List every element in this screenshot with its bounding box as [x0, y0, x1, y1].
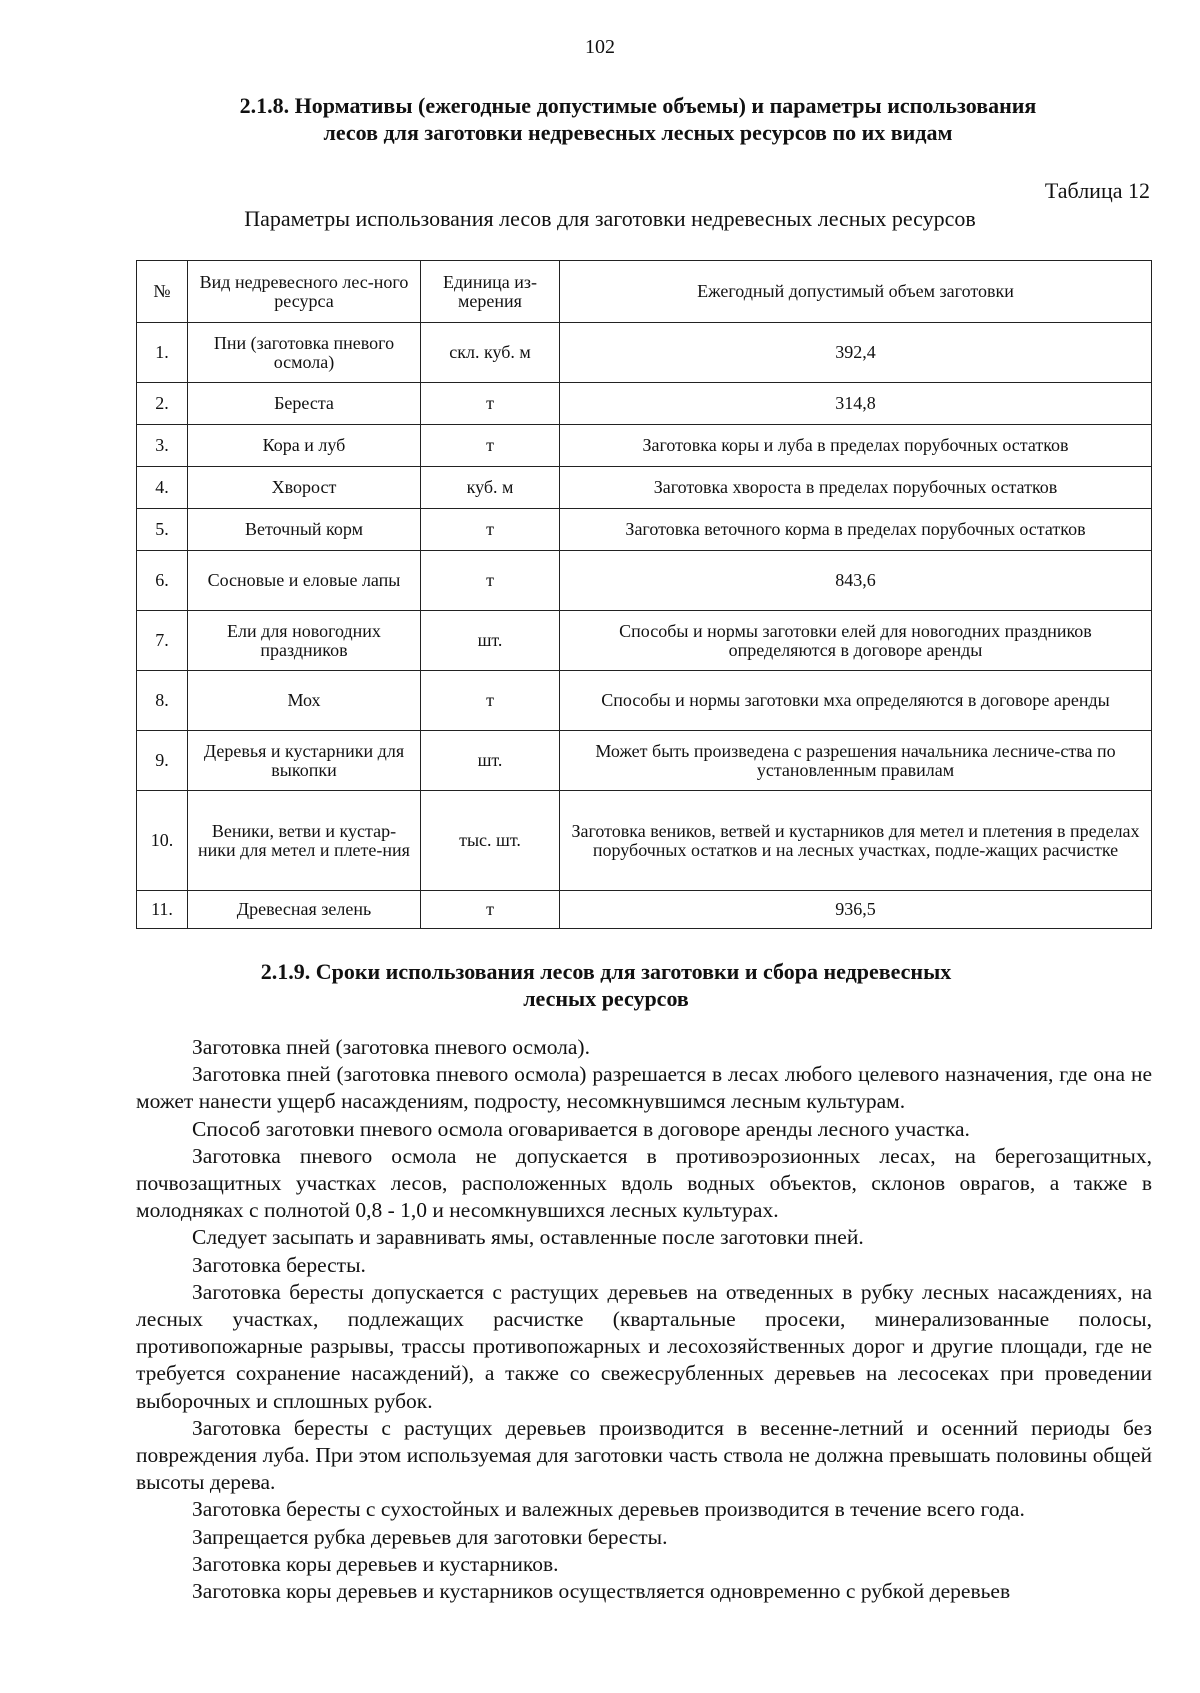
row-number: 1. — [137, 323, 188, 383]
table-row — [137, 671, 1152, 731]
header-resource-kind: Вид недревесного лес-ного ресурса — [188, 261, 421, 323]
parameters-table — [136, 260, 1152, 929]
table-row — [137, 323, 1152, 383]
section-title-line: лесов для заготовки недревесных лесных ресурсов по их видам — [323, 120, 953, 145]
row-unit: тыс. шт. — [421, 791, 560, 891]
row-annual-volume: 392,4 — [560, 323, 1152, 383]
paragraph: Заготовка бересты допускается с растущих деревьев на отведенных в рубку лесных насаждениях, на лесных участках, подлежащих расчистке (квартальные просеки, минерализованные полосы, противопожарные разрывы, трассы противопожарных и лесохозяйственных дорог и другие площади, где не требуется сохранение насаждений), а также со свежесрубленных деревьев на лесосеках при проведении выборочных и сплошных рубок. — [136, 1279, 1152, 1413]
paragraph: Заготовка пней (заготовка пневого осмола). — [192, 1035, 590, 1059]
row-annual-volume: Может быть произведена с разрешения начальника лесниче-ства по установленным правилам — [560, 731, 1152, 791]
row-number: 7. — [137, 611, 188, 671]
paragraph: Заготовка бересты с растущих деревьев производится в весенне-летний и осенний периоды без повреждения луба. При этом используемая для заготовки часть ствола не должна превышать половины общей высоты дерева. — [136, 1415, 1152, 1495]
section-title-line: 2.1.8. Нормативы (ежегодные допустимые объемы) и параметры использования — [239, 93, 1037, 118]
row-resource-kind: Береста — [188, 383, 421, 425]
row-resource-kind: Сосновые и еловые лапы — [188, 551, 421, 611]
header-number: № — [137, 261, 188, 323]
page-number: 102 — [585, 36, 615, 58]
row-number: 11. — [137, 891, 188, 929]
paragraph: Заготовка коры деревьев и кустарников осуществляется одновременно с рубкой деревьев — [192, 1579, 1011, 1604]
row-number: 2. — [137, 383, 188, 425]
table-row — [137, 467, 1152, 509]
table-row — [137, 611, 1152, 671]
row-resource-kind: Древесная зелень — [188, 891, 421, 929]
row-annual-volume: 314,8 — [560, 383, 1152, 425]
row-number: 3. — [137, 425, 188, 467]
section-title-line: 2.1.9. Сроки использования лесов для заготовки и сбора недревесных — [260, 959, 952, 984]
header-unit: Единица из-мерения — [421, 261, 560, 323]
row-resource-kind: Хворост — [188, 467, 421, 509]
paragraph: Заготовка пневого осмола не допускается в противоэрозионных лесах, на берегозащитных, почвозащитных участках лесов, расположенных вдоль водных объектов, склонов оврагов, а также в молодняках с полнотой 0,8 - 1,0 и несомкнувшихся лесных культурах. — [136, 1143, 1152, 1223]
row-resource-kind: Веточный корм — [188, 509, 421, 551]
row-unit: т — [421, 509, 560, 551]
row-annual-volume: Заготовка хвороста в пределах порубочных остатков — [560, 467, 1152, 509]
row-annual-volume: Заготовка веточного корма в пределах порубочных остатков — [560, 509, 1152, 551]
row-annual-volume: 843,6 — [560, 551, 1152, 611]
table-row — [137, 891, 1152, 929]
section-title-2-1-8 — [38, 92, 1200, 146]
row-resource-kind: Ели для новогодних праздников — [188, 611, 421, 671]
row-number: 8. — [137, 671, 188, 731]
paragraph: Способ заготовки пневого осмола оговаривается в договоре аренды лесного участка. — [192, 1116, 970, 1141]
section-title-2-1-9 — [6, 958, 1200, 1012]
row-annual-volume: Способы и нормы заготовки мха определяются в договоре аренды — [560, 671, 1152, 731]
row-resource-kind: Деревья и кустарники для выкопки — [188, 731, 421, 791]
row-unit: т — [421, 891, 560, 929]
row-unit: т — [421, 383, 560, 425]
paragraph: Запрещается рубка деревьев для заготовки бересты. — [192, 1524, 668, 1549]
table-header-row — [137, 261, 1152, 323]
table-row — [137, 509, 1152, 551]
header-annual-volume: Ежегодный допустимый объем заготовки — [560, 261, 1152, 323]
paragraph: Следует засыпать и заравнивать ямы, оставленные после заготовки пней. — [192, 1225, 864, 1250]
row-resource-kind: Кора и луб — [188, 425, 421, 467]
row-number: 5. — [137, 509, 188, 551]
row-unit: куб. м — [421, 467, 560, 509]
table-row — [137, 425, 1152, 467]
row-annual-volume: Заготовка коры и луба в пределах порубочных остатков — [560, 425, 1152, 467]
row-resource-kind: Мох — [188, 671, 421, 731]
row-unit: т — [421, 551, 560, 611]
paragraph: Заготовка бересты. — [192, 1252, 366, 1277]
paragraph: Заготовка бересты с сухостойных и валежных деревьев производится в течение всего года. — [192, 1497, 1025, 1522]
row-unit: шт. — [421, 731, 560, 791]
row-number: 6. — [137, 551, 188, 611]
row-annual-volume: Заготовка веников, ветвей и кустарников для метел и плетения в пределах порубочных остатков и на лесных участках, подле-жащих расчистке — [560, 791, 1152, 891]
paragraph: Заготовка коры деревьев и кустарников. — [192, 1551, 559, 1576]
row-resource-kind: Веники, ветви и кустар-ники для метел и плете-ния — [188, 791, 421, 891]
row-number: 4. — [137, 467, 188, 509]
row-annual-volume: 936,5 — [560, 891, 1152, 929]
row-annual-volume: Способы и нормы заготовки елей для новогодних праздников определяются в договоре аренды — [560, 611, 1152, 671]
paragraph: Заготовка пней (заготовка пневого осмола) разрешается в лесах любого целевого назначения, где она не может нанести ущерб насаждениям, подросту, несомкнувшимся лесным культурам. — [136, 1062, 1152, 1114]
row-unit: скл. куб. м — [421, 323, 560, 383]
row-unit: шт. — [421, 611, 560, 671]
row-unit: т — [421, 425, 560, 467]
table-row — [137, 551, 1152, 611]
row-number: 10. — [137, 791, 188, 891]
body-text — [136, 1034, 1152, 1605]
table-caption: Параметры использования лесов для заготовки недревесных лесных ресурсов — [244, 206, 976, 231]
row-number: 9. — [137, 731, 188, 791]
table-row — [137, 731, 1152, 791]
section-title-line: лесных ресурсов — [523, 986, 689, 1011]
row-resource-kind: Пни (заготовка пневого осмола) — [188, 323, 421, 383]
table-row — [137, 383, 1152, 425]
table-label: Таблица 12 — [1044, 178, 1150, 203]
row-unit: т — [421, 671, 560, 731]
table-row — [137, 791, 1152, 891]
